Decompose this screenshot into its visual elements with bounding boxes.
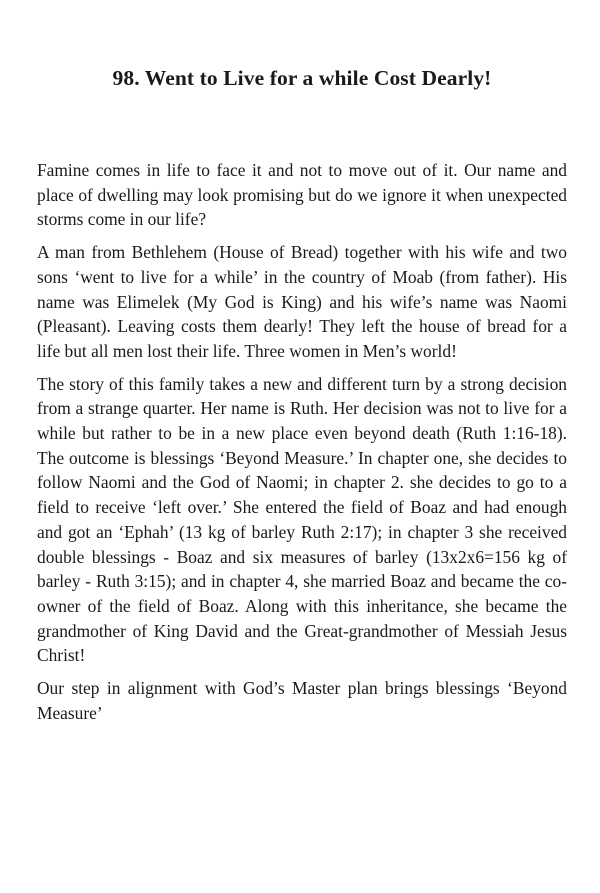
page-title: 98. Went to Live for a while Cost Dearly! [112,66,492,90]
paragraph-bethlehem: A man from Bethlehem (House of Bread) together with his wife and two sons ‘went to live for a while’ in the country of Moab (from father). His name was Elimelek (My God is King) and his wife’s name was Naomi (Pleasant). Leaving costs them dearly! They left the house of bread for a life but all men lost their life. Three women in Men’s world! [37,242,567,361]
paragraph-conclusion: Our step in alignment with God’s Master plan brings blessings ‘Beyond Measure’ [37,678,567,723]
paragraph-famine: Famine comes in life to face it and not to move out of it. Our name and place of dwelling may look promising but do we ignore it when unexpected storms come in our life? [37,160,567,230]
paragraph-ruth: The story of this family takes a new and different turn by a strong decision from a strange quarter. Her name is Ruth. Her decision was not to live for a while but rather to be in a new place even beyond death (Ruth 1:16-18). The outcome is blessings ‘Beyond Measure.’ In chapter one, she decides to follow Naomi and the God of Naomi; in chapter 2. she decides to go to a field to receive ‘left over.’ She entered the field of Boaz and had enough and got an ‘Ephah’ (13 kg of barley Ruth 2:17); in chapter 3 she received double blessings - Boaz and six measures of barley (13x2x6=156 kg of barley - Ruth 3:15); and in chapter 4, she married Boaz and became the co-owner of the field of Boaz. Along with this inheritance, she became the grandmother of King David and the Great-grandmother of Messiah Jesus Christ! [37,373,567,666]
document-body [37,158,567,733]
